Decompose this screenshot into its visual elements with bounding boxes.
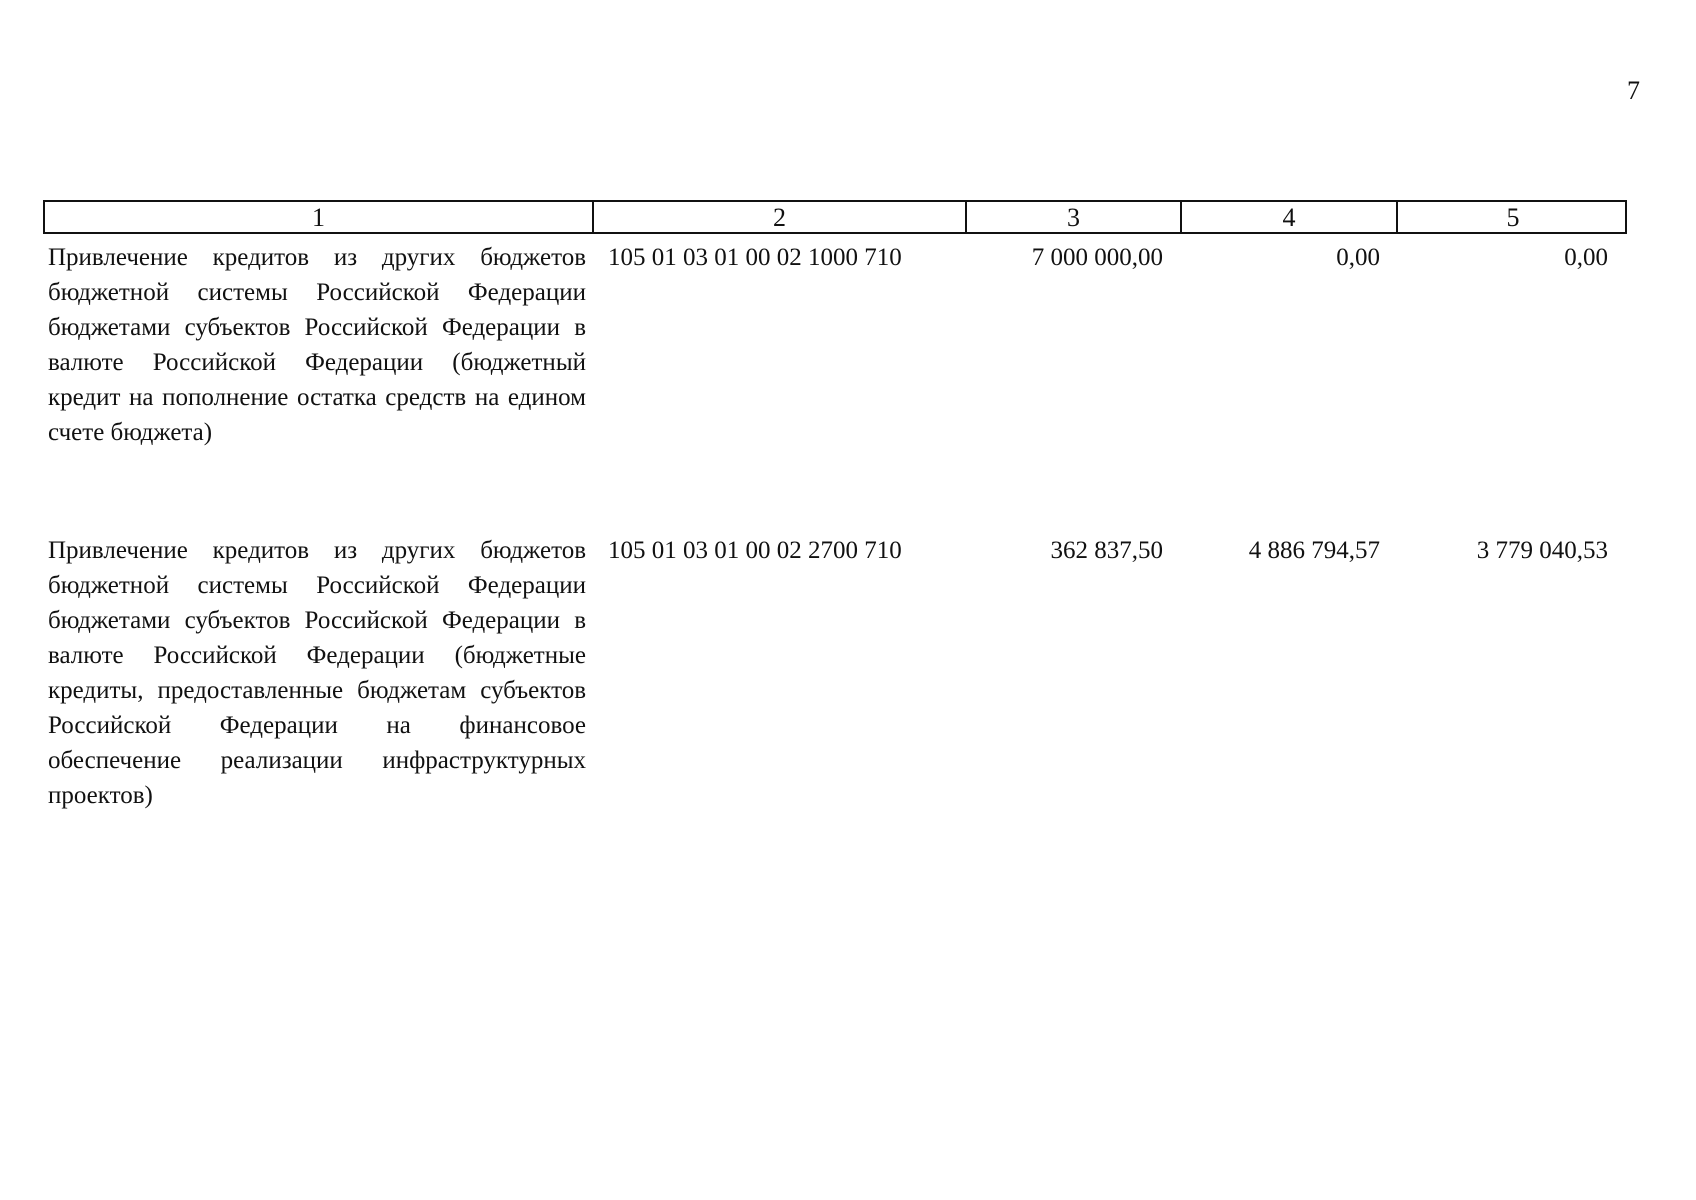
row-description: Привлечение кредитов из других бюджетов бюджетной системы Российской Федерации бюджетами субъектов Российской Федерации в валюте Российской Федерации (бюджетные кредиты, предоставленные бюджетам субъектов Российской Федерации на финансовое обеспечение реализации инфраструктурных проектов) [48,537,586,809]
row-value-col3: 7 000 000,00 [1031,244,1163,271]
row-description: Привлечение кредитов из других бюджетов бюджетной системы Российской Федерации бюджетами субъектов Российской Федерации в валюте Российской Федерации (бюджетный кредит на пополнение остатка средств на едином счете бюджета) [48,244,586,446]
row-value-col4: 4 886 794,57 [1248,537,1380,564]
column-header-3: 3 [965,202,1180,234]
row-value-col3: 362 837,50 [1050,537,1163,564]
column-header-1: 1 [312,203,325,232]
budget-table [43,200,1629,1100]
column-header-4: 4 [1180,202,1396,234]
page-number: 7 [1627,76,1640,105]
row-budget-code: 105 01 03 01 00 02 2700 710 [608,537,902,564]
row-budget-code: 105 01 03 01 00 02 1000 710 [608,244,902,271]
row-value-col4: 0,00 [1336,244,1380,271]
row-value-col5: 0,00 [1564,244,1608,271]
row-value-col5: 3 779 040,53 [1476,537,1608,564]
table-header-row [43,200,1627,234]
column-header-2: 2 [592,202,965,234]
column-header-5: 5 [1396,202,1628,234]
